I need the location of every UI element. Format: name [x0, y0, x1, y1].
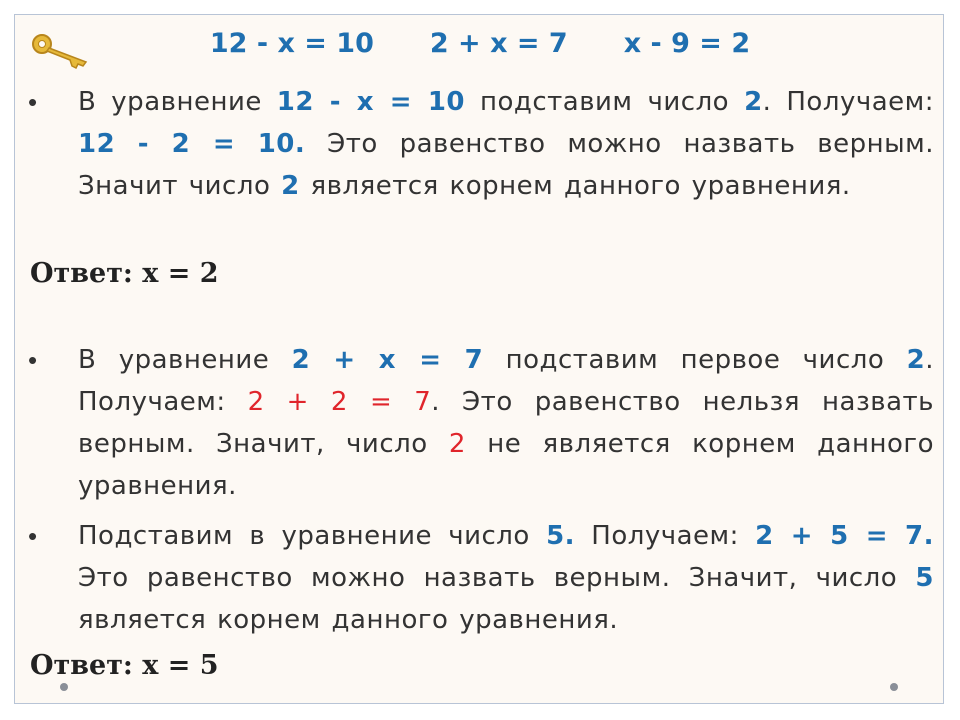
check-equation: 2 + 5 = 7.	[755, 521, 935, 551]
header-equations	[0, 28, 960, 59]
header-equation: x - 9 = 2	[623, 28, 751, 59]
number: 2	[906, 345, 926, 375]
list-item-text: В уравнение 2 + x = 7 подставим первое число 2. Получаем: 2 + 2 = 7. Это равенство нельзя назвать верным. Значит, число 2 не является корнем данного уравнения.	[78, 345, 934, 501]
equation: 12 - x = 10	[276, 87, 465, 117]
list-item-text: Подставим в уравнение число 5. Получаем: 2 + 5 = 7. Это равенство можно назвать верным. Значит, число 5 является корнем данного уравнения.	[78, 521, 935, 635]
number: 5	[915, 563, 934, 593]
answer-1: Ответ: x = 2	[30, 258, 219, 289]
equation: 2 + x = 7	[291, 345, 484, 375]
check-equation: 12 - 2 = 10.	[78, 129, 306, 159]
number: 2	[744, 87, 763, 117]
bullet-mark: •	[28, 521, 38, 551]
bullet-mark: •	[28, 87, 38, 117]
corner-dot	[890, 683, 898, 691]
answer-2: Ответ: x = 5	[30, 650, 219, 681]
corner-dot	[60, 683, 68, 691]
check-equation-wrong: 2 + 2 = 7	[247, 387, 432, 417]
number: 2	[281, 171, 300, 201]
number: 5.	[546, 521, 576, 551]
bullet-mark: •	[28, 345, 38, 375]
number-wrong: 2	[448, 429, 466, 459]
header-equation: 12 - x = 10	[209, 28, 374, 59]
header-equation: 2 + x = 7	[429, 28, 568, 59]
list-item-text: В уравнение 12 - x = 10 подставим число 2. Получаем: 12 - 2 = 10. Это равенство можно назвать верным. Значит число 2 является корнем данного уравнения.	[78, 87, 935, 201]
